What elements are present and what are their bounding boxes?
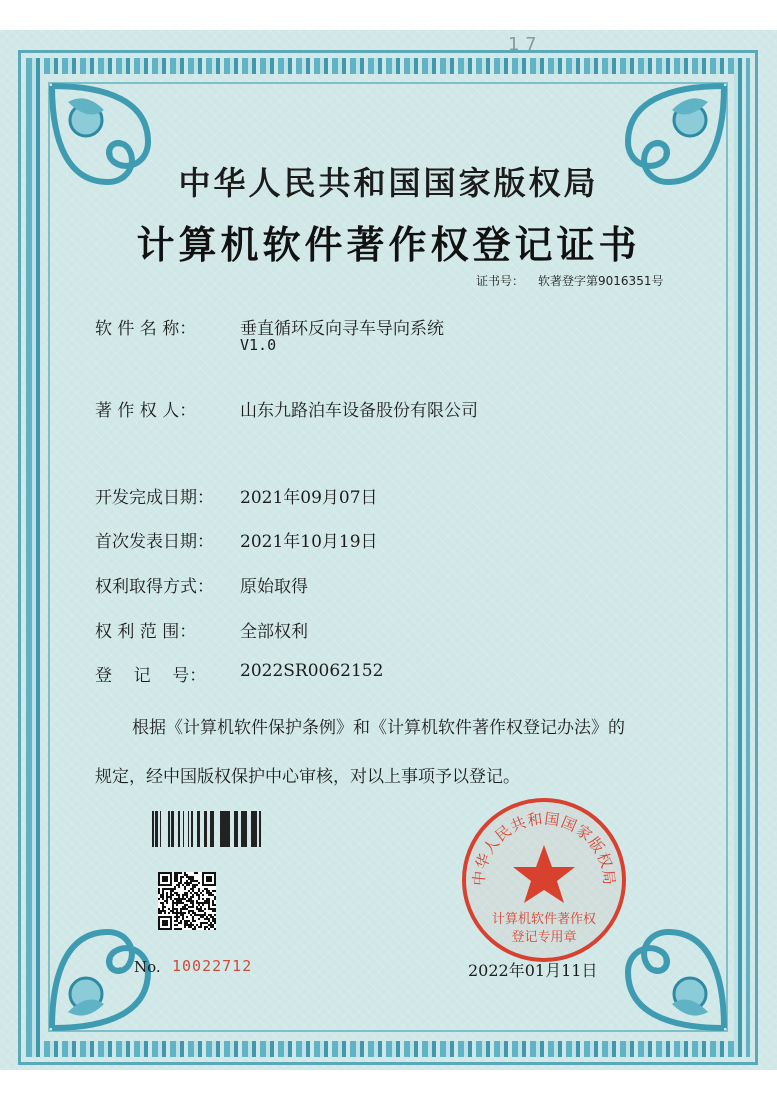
field-label: 首次发表日期： <box>95 532 214 552</box>
certificate-number-label: 证书号： <box>476 274 525 288</box>
field-label: 权利取得方式： <box>95 577 214 597</box>
field-value: 垂直循环反向寻车导向系统 <box>240 319 444 339</box>
field-label: 著 作 权 人： <box>95 401 197 421</box>
field-value: 2022SR0062152 <box>240 661 384 681</box>
corner-ornament-icon <box>48 922 158 1032</box>
field-acquire-method <box>95 572 308 597</box>
issue-date: 2022年01月11日 <box>468 961 598 980</box>
serial-number: 10022712 <box>172 957 253 975</box>
field-label: 开发完成日期： <box>95 488 214 508</box>
serial-label: No. <box>134 958 161 976</box>
field-value: 原始取得 <box>240 577 308 597</box>
field-reg-no <box>95 661 384 686</box>
field-publish-date <box>95 527 378 552</box>
issuer-title: 中华人民共和国国家版权局 <box>178 164 599 202</box>
qr-code-icon <box>158 872 216 930</box>
field-software-name <box>95 314 444 354</box>
statement-line-2: 规定，经中国版权保护中心审核，对以上事项予以登记。 <box>95 767 520 787</box>
field-value: 2021年10月19日 <box>240 532 378 552</box>
official-seal-icon <box>459 795 629 965</box>
certificate-title: 计算机软件著作权登记证书 <box>136 222 641 267</box>
field-label: 软 件 名 称： <box>95 319 197 339</box>
field-value: 山东九路泊车设备股份有限公司 <box>240 401 478 421</box>
field-label: 登 记 号： <box>95 666 207 686</box>
seal-outer-text: 中华人民共和国国家版权局 <box>469 809 619 887</box>
field-scope <box>95 617 308 642</box>
statement-line-1: 根据《计算机软件保护条例》和《计算机软件著作权登记办法》的 <box>132 718 625 738</box>
certificate-number <box>476 272 663 289</box>
field-version: V1.0 <box>240 336 277 354</box>
field-owner <box>95 396 478 421</box>
corner-ornament-icon <box>618 922 728 1032</box>
barcode-icon <box>152 811 264 847</box>
seal-line-2: 登记专用章 <box>511 930 577 945</box>
field-value: 2021年09月07日 <box>240 488 378 508</box>
field-dev-date <box>95 483 378 508</box>
page-mark: 1 7 <box>508 34 537 55</box>
field-value: 全部权利 <box>240 622 308 642</box>
certificate-number-value: 软著登字第9016351号 <box>538 274 664 288</box>
field-label: 权 利 范 围： <box>95 622 197 642</box>
seal-line-1: 计算机软件著作权 <box>491 912 597 927</box>
